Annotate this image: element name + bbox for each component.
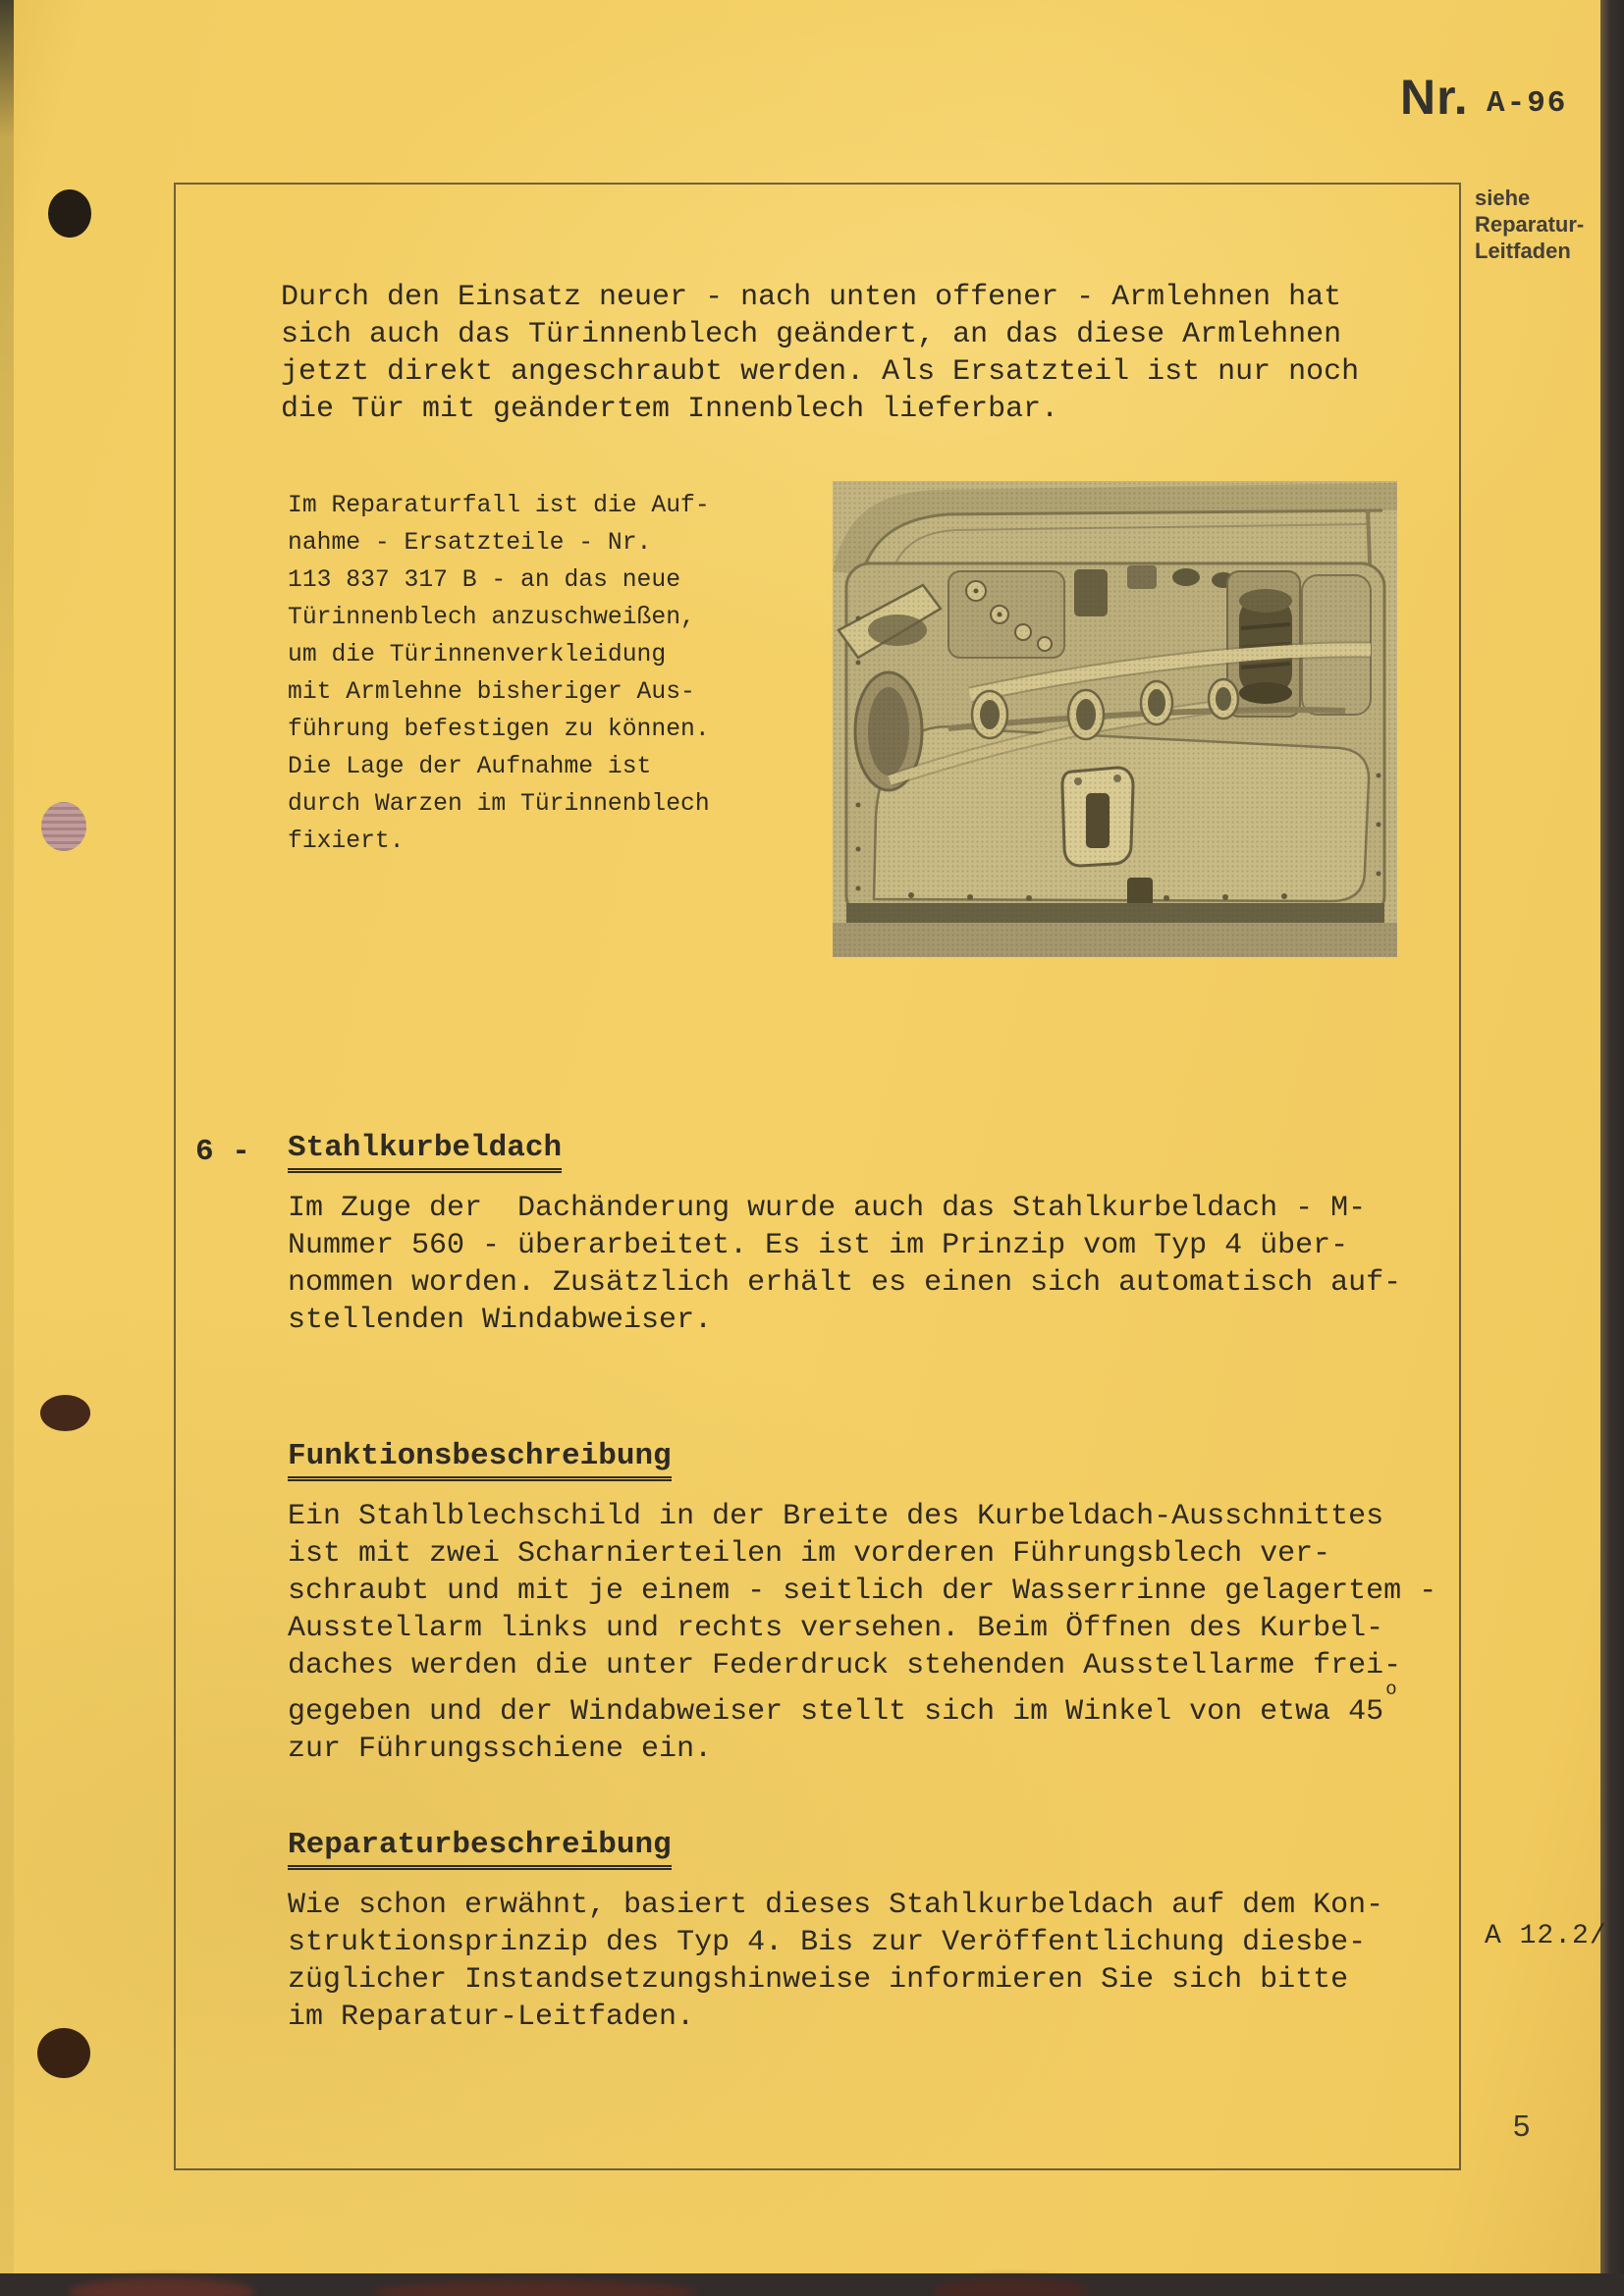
intro-paragraph	[281, 279, 1359, 428]
reference-code: A 12.2/	[1485, 1921, 1607, 1951]
text-line: nahme - Ersatzteile - Nr.	[288, 529, 652, 557]
text-line-part: gegeben und der Windabweiser stellt sich im Winkel von etwa 45	[288, 1695, 1384, 1729]
text-line	[288, 1679, 1436, 1731]
text-line: Durch den Einsatz neuer - nach unten offener - Armlehnen hat	[281, 281, 1342, 314]
text-line: schraubt und mit je einem - seitlich der Wasserrinne gelagertem -	[288, 1575, 1437, 1608]
sidebar-note-line: siehe	[1475, 186, 1531, 210]
text-line: Die Lage der Aufnahme ist	[288, 753, 652, 780]
text-line: Im Reparaturfall ist die Auf-	[288, 492, 710, 519]
text-line: Ein Stahlblechschild in der Breite des Kurbeldach-Ausschnittes	[288, 1500, 1384, 1533]
scan-edge-left	[0, 0, 14, 2296]
sidebar-note	[1475, 185, 1584, 264]
text-line: die Tür mit geändertem Innenblech lieferbar.	[281, 393, 1059, 426]
punch-hole-2	[41, 802, 86, 851]
section6-title: Stahlkurbeldach	[288, 1131, 562, 1173]
page-number: 5	[1513, 2109, 1531, 2143]
text-line: Ausstellarm links und rechts versehen. Beim Öffnen des Kurbel-	[288, 1612, 1384, 1645]
text-line: mit Armlehne bisheriger Aus-	[288, 678, 695, 706]
scan-background-blob	[933, 2277, 1090, 2296]
funktion-paragraph	[288, 1498, 1436, 1768]
punch-hole-1	[48, 189, 91, 238]
text-line: struktionsprinzip des Typ 4. Bis zur Veröffentlichung diesbe-	[288, 1926, 1367, 1959]
door-inner-panel-photo	[833, 481, 1397, 957]
sidebar-note-line: Leitfaden	[1475, 239, 1571, 263]
text-line: führung befestigen zu können.	[288, 716, 710, 743]
text-line: stellenden Windabweiser.	[288, 1304, 713, 1337]
text-line: Nummer 560 - überarbeitet. Es ist im Prinzip vom Typ 4 über-	[288, 1229, 1349, 1262]
text-line: nommen worden. Zusätzlich erhält es einen sich automatisch auf-	[288, 1266, 1402, 1300]
punch-hole-3	[40, 1395, 90, 1431]
text-line: sich auch das Türinnenblech geändert, an das diese Armlehnen	[281, 318, 1342, 351]
funktion-heading	[288, 1439, 672, 1481]
punch-hole-4	[37, 2028, 90, 2078]
reparatur-paragraph	[288, 1887, 1383, 2036]
text-line: Wie schon erwähnt, basiert dieses Stahlkurbeldach auf dem Kon-	[288, 1889, 1384, 1922]
sidebar-note-line: Reparatur-	[1475, 212, 1585, 237]
funktion-title: Funktionsbeschreibung	[288, 1439, 672, 1481]
doc-number-label: Nr.	[1400, 70, 1469, 125]
text-line: Türinnenblech anzuschweißen,	[288, 604, 695, 631]
text-line: 113 837 317 B - an das neue	[288, 566, 681, 594]
aufnahme-paragraph	[288, 487, 710, 860]
text-line: ist mit zwei Scharnierteilen im vorderen Führungsblech ver-	[288, 1537, 1331, 1571]
text-line: züglicher Instandsetzungshinweise informieren Sie sich bitte	[288, 1963, 1349, 1997]
text-line: daches werden die unter Federdruck stehenden Ausstellarme frei-	[288, 1649, 1402, 1682]
doc-number-value: A-96	[1487, 86, 1568, 121]
text-line: um die Türinnenverkleidung	[288, 641, 667, 668]
section6-heading	[288, 1131, 562, 1173]
text-line: fixiert.	[288, 828, 405, 855]
text-line: zur Führungsschiene ein.	[288, 1733, 713, 1766]
reparatur-title: Reparaturbeschreibung	[288, 1828, 672, 1870]
scan-edge-right	[1600, 0, 1624, 2296]
text-line: Im Zuge der Dachänderung wurde auch das Stahlkurbeldach - M-	[288, 1192, 1367, 1225]
text-line: durch Warzen im Türinnenblech	[288, 790, 710, 818]
section6-paragraph	[288, 1190, 1401, 1339]
text-line: jetzt direkt angeschraubt werden. Als Ersatzteil ist nur noch	[281, 355, 1360, 389]
text-line: im Reparatur-Leitfaden.	[288, 2001, 695, 2034]
degree-superscript: o	[1385, 1679, 1397, 1700]
section6-number: 6 -	[195, 1135, 250, 1169]
reparatur-heading	[288, 1828, 672, 1870]
